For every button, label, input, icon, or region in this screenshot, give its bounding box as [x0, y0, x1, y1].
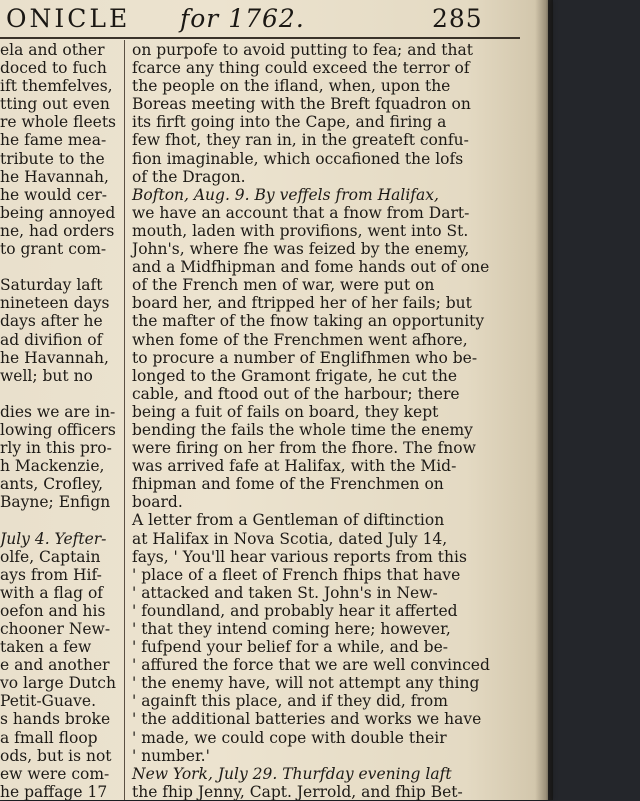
text-line — [0, 258, 120, 276]
text-line: tting out even — [0, 95, 110, 114]
text-line: the mafter of the fnow taking an opportunity — [132, 312, 485, 331]
text-line: well; but no — [0, 366, 93, 385]
text-line: a fmall floop — [0, 728, 98, 747]
text-line: on purpofe to avoid putting to fea; and that — [132, 41, 473, 59]
text-line: Saturday laft — [0, 276, 103, 295]
text-line: its firft going into the Cape, and firing a — [132, 113, 447, 132]
text-line: of the French men of war, were put on — [132, 276, 435, 295]
text-line: ' the enemy have, will not attempt any thing — [132, 674, 480, 693]
text-line: ants, Crofley, — [0, 475, 103, 494]
text-line: ' the additional batteries and works we have — [132, 710, 482, 729]
text-line: we have an account that a fnow from Dart- — [132, 203, 470, 222]
text-line: Boreas meeting with the Breft fquadron on — [132, 95, 471, 114]
text-line: fcarce any thing could exceed the terror of — [132, 59, 470, 78]
text-line: being a fuit of fails on board, they kept — [132, 402, 439, 421]
column-divider — [124, 40, 125, 800]
text-line: nineteen days — [0, 294, 110, 313]
text-line: was arrived fafe at Halifax, with the Mid- — [132, 457, 457, 476]
text-line: ' againft this place, and if they did, from — [132, 692, 448, 711]
text-line: ' foundland, and probably hear it afferted — [132, 601, 458, 620]
text-line: ' fufpend your belief for a while, and be- — [132, 638, 448, 657]
page-edge-shadow — [535, 0, 553, 800]
text-line: ne, had orders — [0, 221, 115, 240]
text-line: board. — [132, 493, 183, 512]
text-line: h Mackenzie, — [0, 457, 105, 476]
text-line: ift themfelves, — [0, 77, 113, 96]
text-line: he Havannah, — [0, 348, 109, 367]
text-line: s hands broke — [0, 710, 111, 729]
text-line: chooner New- — [0, 620, 111, 638]
text-line: and a Midfhipman and fome hands out of one — [132, 258, 490, 277]
text-line: ' attacked and taken St. John's in New- — [132, 583, 438, 602]
text-line: the fhip Jenny, Capt. Jerrold, and fhip Bet- — [132, 782, 463, 801]
text-line: doced to fuch — [0, 59, 107, 78]
text-line: of the Dragon. — [132, 167, 246, 186]
text-line: to procure a number of Englifhmen who be- — [132, 348, 478, 367]
text-line: ays from Hif- — [0, 565, 102, 584]
text-line: fion imaginable, which occafioned the lofs — [132, 149, 464, 168]
text-line: Bofton, Aug. 9. By veffels from Halifax, — [132, 185, 439, 204]
left-column — [0, 41, 120, 801]
text-line — [0, 385, 120, 403]
text-line: oefon and his — [0, 601, 106, 620]
text-line: tribute to the — [0, 149, 105, 168]
text-line: to grant com- — [0, 240, 107, 259]
text-line: board her, and ftripped her of her fails; but — [132, 294, 472, 313]
page-number: 285 — [432, 4, 483, 33]
text-line: with a flag of — [0, 583, 104, 602]
text-line: lowing officers — [0, 420, 116, 439]
text-line: when fome of the Frenchmen went afhore, — [132, 330, 468, 349]
text-line: days after he — [0, 312, 103, 331]
text-line: July 4. Yefter- — [0, 529, 107, 548]
text-line: he would cer- — [0, 185, 107, 204]
text-line: olfe, Captain — [0, 547, 101, 566]
text-line: mouth, laden with provifions, went into St. — [132, 221, 469, 240]
text-line: dies we are in- — [0, 402, 116, 421]
text-line: at Halifax in Nova Scotia, dated July 14, — [132, 529, 448, 548]
text-line: ods, but is not — [0, 746, 112, 765]
right-column — [132, 41, 532, 801]
text-line: e and another — [0, 656, 110, 675]
text-line: ' made, we could cope with double their — [132, 728, 447, 747]
text-line: re whole fleets — [0, 113, 117, 132]
header-rule — [0, 37, 520, 39]
text-line: Petit-Guave. — [0, 692, 97, 711]
text-line: longed to the Gramont frigate, he cut the — [132, 366, 458, 385]
text-line: ' number.' — [132, 746, 210, 765]
text-line: taken a few — [0, 638, 92, 657]
text-line: ela and other — [0, 41, 105, 59]
page-header — [0, 4, 520, 38]
text-line: Bayne; Enfign — [0, 493, 111, 512]
text-line: bending the fails the whole time the enemy — [132, 420, 473, 439]
text-line: cable, and ftood out of the harbour; there — [132, 384, 460, 403]
text-line: he Havannah, — [0, 167, 109, 186]
text-line: rly in this pro- — [0, 439, 112, 458]
text-line: ad divifion of — [0, 330, 103, 349]
text-line — [0, 511, 120, 529]
text-line: few fhot, they ran in, in the greateft confu- — [132, 131, 469, 150]
running-title: ONICLE — [6, 4, 131, 33]
header-year: for 1762. — [180, 4, 305, 33]
text-line: ' affured the force that we are well convinced — [132, 656, 490, 675]
text-line: New York, July 29. Thurfday evening laft — [132, 764, 452, 783]
text-line: being annoyed — [0, 203, 116, 222]
text-line: he fame mea- — [0, 131, 107, 150]
text-line: A letter from a Gentleman of diftinction — [132, 511, 445, 530]
text-line: John's, where fhe was feized by the enemy, — [132, 240, 470, 259]
text-line: were firing on her from the fhore. The fnow — [132, 439, 476, 458]
text-line: fhipman and fome of the Frenchmen on — [132, 475, 444, 494]
text-line: ' place of a fleet of French fhips that have — [132, 565, 461, 584]
text-line: ew were com- — [0, 764, 110, 783]
text-line: fays, ' You'll hear various reports from this — [132, 547, 467, 566]
text-line: he paffage 17 — [0, 782, 108, 801]
text-line: the people on the ifland, when, upon the — [132, 77, 451, 96]
text-line: vo large Dutch — [0, 674, 116, 693]
text-line: ' that they intend coming here; however, — [132, 620, 451, 638]
